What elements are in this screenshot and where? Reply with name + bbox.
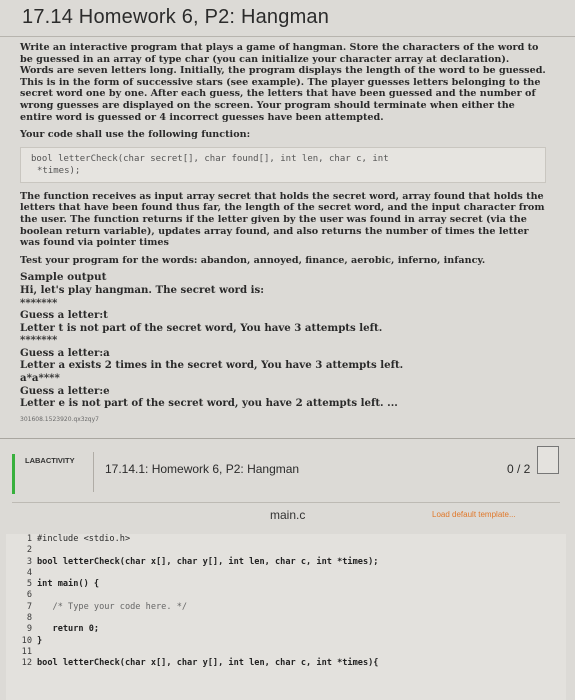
signature-line-2: *times); <box>37 165 81 176</box>
line-number: 9 <box>26 624 32 635</box>
sample-line: Hi, let's play hangman. The secret word is: <box>20 283 265 296</box>
line-number: 12 <box>21 658 32 669</box>
sample-line: ******* <box>20 334 58 347</box>
code-line <box>6 579 566 590</box>
page-title: 17.14 Homework 6, P2: Hangman <box>22 6 330 28</box>
line-number: 5 <box>26 579 32 590</box>
code-text[interactable]: int main() { <box>37 579 100 590</box>
code-text[interactable]: bool letterCheck(char x[], char y[], int len, char c, int *times); <box>37 556 379 567</box>
signature-line-1: bool letterCheck(char secret[], char found[], int len, char c, int <box>31 153 389 164</box>
code-line <box>6 545 566 556</box>
code-line <box>6 658 566 669</box>
line-number: 7 <box>26 601 32 612</box>
code-text[interactable]: /* Type your code here. */ <box>37 601 188 612</box>
function-explain-paragraph: The function receives as input array secret that holds the secret word, array found that holds the letters that have been found thus far, the length of the secret word, and the input character from the user. The function returns if the letter given by the user was found in array secret (via the boolean return variable), updates array found, and also returns the number of times the letter was found via pointer times <box>20 190 545 249</box>
file-name: main.c <box>270 508 306 522</box>
code-text[interactable]: return 0; <box>37 624 100 635</box>
code-line <box>6 590 566 601</box>
lab-divider <box>0 438 575 439</box>
sample-output <box>20 284 546 410</box>
code-line <box>6 602 566 613</box>
code-editor[interactable] <box>6 534 566 700</box>
sample-heading: Sample output <box>20 271 107 284</box>
title-divider <box>0 36 575 37</box>
line-number: 3 <box>26 556 32 567</box>
sample-line: Letter e is not part of the secret word, you have 2 attempts left. ... <box>20 397 398 410</box>
line-number: 1 <box>26 534 32 544</box>
score-box <box>537 446 559 474</box>
sample-line: Guess a letter:a <box>20 346 110 359</box>
sample-line: Letter a exists 2 times in the secret word, You have 3 attempts left. <box>20 359 404 372</box>
lab-tag-divider <box>93 452 94 492</box>
code-line <box>6 557 566 568</box>
code-text[interactable]: bool letterCheck(char x[], char y[], int len, char c, int *times){ <box>37 658 379 669</box>
code-line <box>6 613 566 624</box>
code-line <box>6 568 566 579</box>
sample-line: Letter t is not part of the secret word, You have 3 attempts left. <box>20 321 383 334</box>
code-line <box>6 534 566 545</box>
intro-paragraph: Write an interactive program that plays a game of hangman. Store the characters of the word to be guessed in an array of type char (you can initialize your character array at declaration). Words are seven letters long. Initially, the program displays the length of the word to be guessed. This is in the form of successive stars (see example). The player guesses letters belonging to the secret word one by one. After each guess, the letters that have been guessed and the number of wrong guesses are displayed on the screen. Your program should terminate when either the entire word is guessed or 4 incorrect guesses have been attempted. <box>20 42 546 123</box>
lab-header <box>12 454 563 494</box>
code-line <box>6 624 566 635</box>
lab-activity <box>0 438 575 700</box>
problem-description <box>20 42 546 425</box>
sample-line: a*a**** <box>20 372 60 385</box>
line-number: 6 <box>26 590 32 601</box>
sample-line: Guess a letter:e <box>20 384 110 397</box>
line-number: 8 <box>26 613 32 624</box>
lab-score: 0 / 2 <box>507 462 531 476</box>
line-number: 4 <box>26 567 32 578</box>
sample-line: Guess a letter:t <box>20 309 108 322</box>
line-number: 10 <box>21 635 32 646</box>
line-number: 2 <box>26 545 32 556</box>
lab-tag: LABACTIVITY <box>25 456 75 465</box>
code-line <box>6 647 566 658</box>
function-signature-box <box>20 147 546 183</box>
sample-line: ******* <box>20 296 58 309</box>
code-line <box>6 636 566 647</box>
watermark-id: 301608.1523920.qx3zqy7 <box>20 415 99 423</box>
code-text[interactable]: } <box>37 635 43 646</box>
line-number: 11 <box>21 646 32 657</box>
function-intro: Your code shall use the following function: <box>20 129 251 141</box>
lab-title: 17.14.1: Homework 6, P2: Hangman <box>105 462 300 476</box>
code-text[interactable]: #include <stdio.h> <box>37 534 131 544</box>
lab-header-divider <box>12 502 560 503</box>
load-default-template-link[interactable]: Load default template... <box>432 510 516 519</box>
test-words: Test your program for the words: abandon, annoyed, finance, aerobic, inferno, infancy. <box>20 254 486 266</box>
